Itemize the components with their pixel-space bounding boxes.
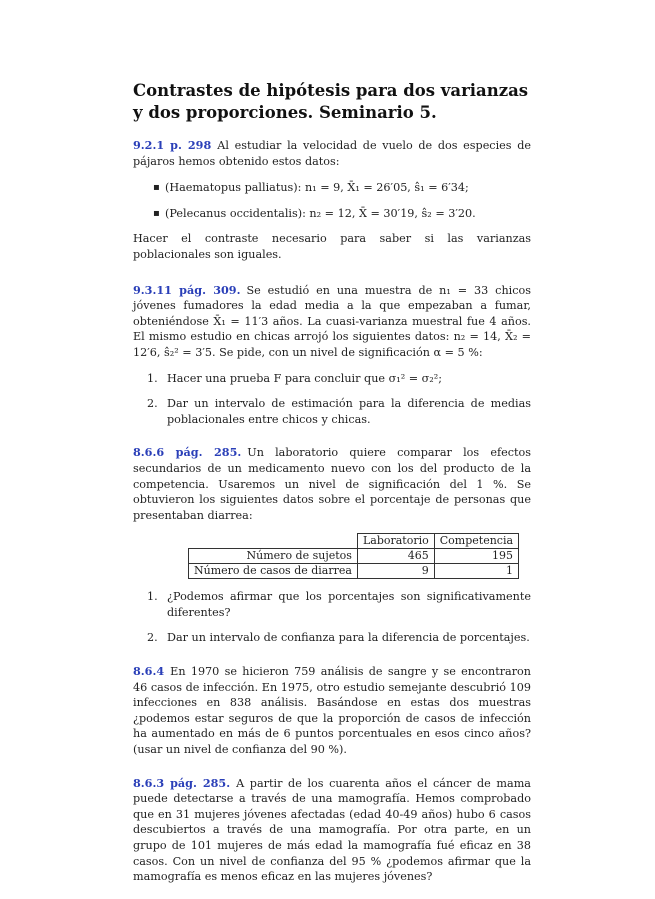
- problem-2: [133, 283, 531, 428]
- item-number: 1.: [147, 590, 158, 604]
- list-item: ▪ (Haematopus palliatus): n₁ = 9, X̄₁ = 26′05, ŝ₁ = 6′34;: [153, 180, 531, 196]
- problem-4-text: En 1970 se hicieron 759 análisis de sangre y se encontraron 46 casos de infección. En 1975, otro estudio semejante descubrió 109 infecciones en 838 análisis. Basándose en estas dos muestras ¿podemos estar seguros de que la proporción de casos de infección ha aumentado en más de 6 puntos porcentuales en esos cinco años? (usar un nivel de confianza del 90 %).: [133, 665, 531, 757]
- table-cell: 9: [357, 564, 434, 579]
- problem-4: [133, 664, 531, 758]
- problem-4-ref: 8.6.4: [133, 664, 165, 679]
- problem-2-ref: 9.3.11 pág. 309.: [133, 282, 241, 297]
- item-number: 2.: [147, 631, 158, 645]
- problem-3-text-block: [133, 445, 531, 523]
- table-cell: 195: [434, 549, 518, 564]
- table-row: [189, 564, 519, 579]
- list-item: [147, 371, 531, 387]
- table-cell: 465: [357, 549, 434, 564]
- item-text: Hacer una prueba F para concluir que σ₁² = σ₂²;: [167, 371, 443, 385]
- problem-2-text-block: [133, 283, 531, 361]
- table-header-row: [189, 534, 519, 549]
- problem-3-items: [147, 589, 531, 646]
- table-header-comp: Competencia: [434, 534, 518, 549]
- list-item: [147, 396, 531, 427]
- problem-2-items: [147, 371, 531, 428]
- problem-1-intro-text: Al estudiar la velocidad de vuelo de dos especies de pájaros hemos obtenido estos datos:: [133, 139, 531, 168]
- problem-5-ref: 8.6.3 pág. 285.: [133, 775, 231, 790]
- problem-1-outro: Hacer el contraste necesario para saber si las varianzas poblacionales son iguales.: [133, 232, 531, 261]
- list-item: [147, 589, 531, 620]
- diarrhea-table: [188, 533, 519, 579]
- list-item: ▪ (Pelecanus occidentalis): n₂ = 12, X̄ = 30′19, ŝ₂ = 3′20.: [153, 206, 531, 222]
- problem-5-text: A partir de los cuarenta años el cáncer de mama puede detectarse a través de una mamografía. Hemos comprobado que en 31 mujeres jóvenes afectadas (edad 40-49 años) hubo 6 casos descubiertos a través de una mamografía. Por otra parte, en un grupo de 101 mujeres de más edad la mamografía fué eficaz en 38 casos. Con un nivel de confianza del 95 % ¿podemos afirmar que la mamografía es menos eficaz en las mujeres jóvenes?: [133, 776, 531, 884]
- item-text: Dar un intervalo de confianza para la diferencia de porcentajes.: [167, 631, 530, 645]
- problem-3: [133, 445, 531, 646]
- problem-2-text: Se estudió en una muestra de n₁ = 33 chicos jóvenes fumadores la edad media a la que empezaban a fumar, obteniéndose X̄₁ = 11′3 años. La cuasi-varianza muestral fue 4 años. El mismo estudio en chicas arrojó los siguientes datos: n₂ = 14, X̄₂ = 12′6, ŝ₂² = 3′5. Se pide, con un nivel de significación α = 5 %:: [133, 283, 531, 359]
- problem-4-text-block: [133, 664, 531, 758]
- item-text: Dar un intervalo de estimación para la diferencia de medias poblacionales entre chicos y chicas.: [167, 397, 531, 426]
- table-cell: 1: [434, 564, 518, 579]
- problem-5: [133, 776, 531, 885]
- table-row-label: Número de sujetos: [189, 549, 358, 564]
- problem-5-text-block: [133, 776, 531, 885]
- problem-1-intro: [133, 138, 531, 169]
- problem-1-ref: 9.2.1 p. 298: [133, 138, 212, 152]
- document-page: [133, 80, 531, 899]
- problem-3-text: Un laboratorio quiere comparar los efectos secundarios de un medicamento nuevo con los del producto de la competencia. Usaremos un nivel de significación del 1 %. Se obtuvieron los siguientes datos sobre el porcentaje de personas que presentaban diarrea:: [133, 446, 531, 522]
- table-row: [189, 549, 519, 564]
- page-title: Contrastes de hipótesis para dos varianzas y dos proporciones. Seminario 5.: [133, 81, 529, 122]
- problem-1: [133, 138, 531, 263]
- item-number: 2.: [147, 397, 158, 411]
- problem-1-bullets: [153, 180, 531, 221]
- table-header-lab: Laboratorio: [357, 534, 434, 549]
- problem-3-ref: 8.6.6 pág. 285.: [133, 445, 242, 460]
- item-text: ¿Podemos afirmar que los porcentajes son significativamente diferentes?: [167, 590, 531, 619]
- table-row-label: Número de casos de diarrea: [189, 564, 358, 579]
- list-item: [147, 630, 531, 646]
- table-corner: [189, 534, 358, 549]
- item-number: 1.: [147, 371, 158, 385]
